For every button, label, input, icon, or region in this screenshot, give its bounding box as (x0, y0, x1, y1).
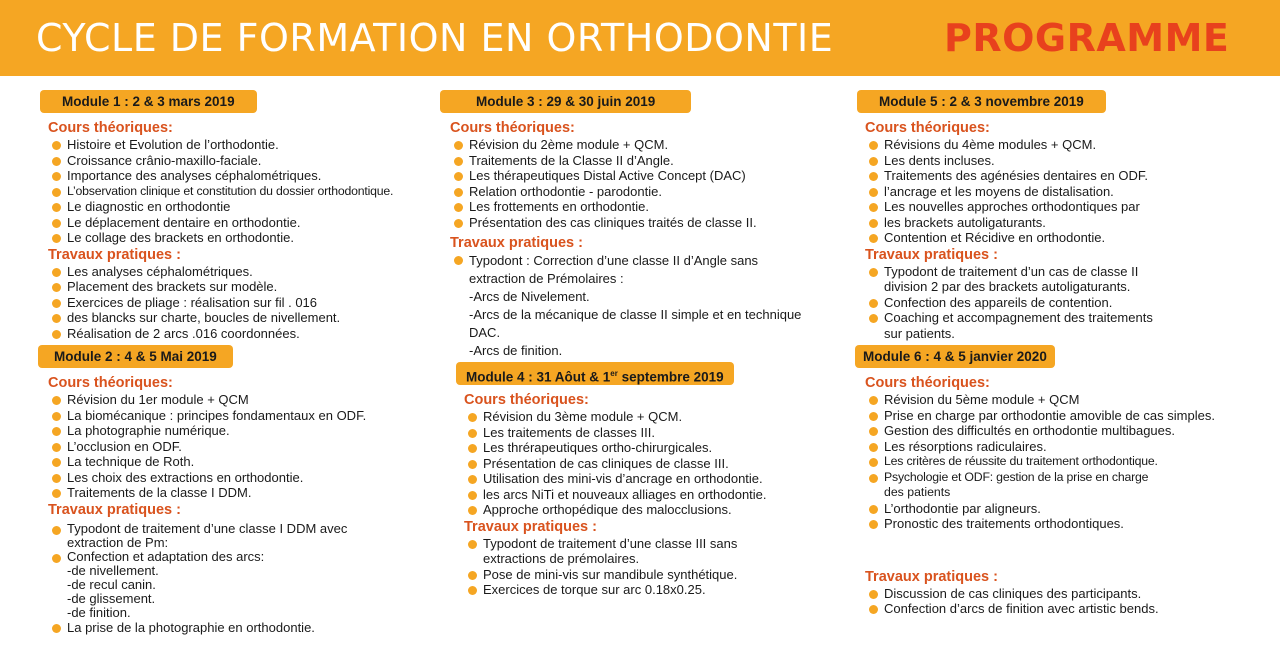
page-title: CYCLE DE FORMATION EN ORTHODONTIE (36, 16, 834, 60)
column-left (38, 90, 438, 635)
list-item: Utilisation des mini-vis d’ancrage en orthodontie. (468, 471, 850, 487)
list-item: Approche orthopédique des malocclusions. (468, 502, 850, 518)
list-item: Exercices de pliage : réalisation sur fil . 016 (52, 295, 438, 311)
list-item: Typodont : Correction d’une classe II d’Angle sans (454, 252, 850, 270)
list-item: Gestion des difficultés en orthodontie multibagues. (869, 423, 1275, 439)
module-3-theory-list (454, 137, 850, 230)
module-6-theory-list (869, 392, 1275, 532)
module-6-theory-title: Cours théoriques: (865, 375, 990, 391)
list-item: Typodont de traitement d’une classe III sans (468, 536, 850, 552)
module-1-theory-list (52, 137, 438, 246)
module-5-theory-list (869, 137, 1275, 246)
module-4-practice-list (468, 536, 850, 598)
list-item: Révision du 5ème module + QCM (869, 392, 1275, 408)
list-item: -de finition. (67, 604, 131, 620)
list-item: Réalisation de 2 arcs .016 coordonnées. (52, 326, 438, 342)
module-4-label: Module 4 : 31 Aôut & 1 (466, 369, 611, 385)
module-6-badge: Module 6 : 4 & 5 janvier 2020 (855, 345, 1055, 368)
list-item: Les thrérapeutiques ortho-chirurgicales. (468, 440, 850, 456)
list-item: des blancks sur charte, boucles de nivellement. (52, 310, 438, 326)
list-item: Discussion de cas cliniques des participants. (869, 586, 1275, 602)
list-item: Révisions du 4ème modules + QCM. (869, 137, 1275, 153)
list-item: L’orthodontie par aligneurs. (869, 501, 1275, 517)
list-item: Confection des appareils de contention. (869, 295, 1275, 311)
list-item: Typodont de traitement d’un cas de classe II (869, 264, 1275, 280)
module-3-theory-title: Cours théoriques: (450, 120, 575, 136)
module-2-theory-list (52, 392, 438, 501)
list-item: Contention et Récidive en orthodontie. (869, 230, 1275, 246)
list-item: les brackets autoligaturants. (869, 215, 1275, 231)
list-item: -Arcs de Nivelement. (469, 289, 590, 304)
module-6-practice-list (869, 586, 1275, 617)
list-item: Présentation de cas cliniques de classe III. (468, 456, 850, 472)
list-item: L’occlusion en ODF. (52, 439, 438, 455)
list-item: Coaching et accompagnement des traitements (869, 310, 1275, 326)
list-item: Révision du 2ème module + QCM. (454, 137, 850, 153)
module-5-practice-list (869, 264, 1275, 342)
list-item: La photographie numérique. (52, 423, 438, 439)
list-item: -de recul canin. (67, 576, 156, 592)
list-item: -Arcs de la mécanique de classe II simple et en technique (469, 307, 802, 322)
module-4-label-end: septembre 2019 (617, 369, 724, 385)
list-item: les arcs NiTi et nouveaux alliages en orthodontie. (468, 487, 850, 503)
list-item: Placement des brackets sur modèle. (52, 279, 438, 295)
module-3-practice-list (454, 252, 850, 360)
list-item: Les traitements de classes III. (468, 425, 850, 441)
module-1-practice-list (52, 264, 438, 342)
list-item: Exercices de torque sur arc 0.18x0.25. (468, 582, 850, 598)
list-item: division 2 par des brackets autoligaturants. (884, 279, 1131, 294)
module-5-badge: Module 5 : 2 & 3 novembre 2019 (857, 90, 1106, 113)
list-item: Les thérapeutiques Distal Active Concept (DAC) (454, 168, 850, 184)
page-subtitle: PROGRAMME (944, 16, 1230, 60)
module-3-practice-title: Travaux pratiques : (450, 235, 583, 251)
list-item: -Arcs de finition. (469, 343, 563, 358)
list-item: La biomécanique : principes fondamentaux en ODF. (52, 408, 438, 424)
list-item: -de nivellement. (67, 562, 159, 578)
module-2-practice-title: Travaux pratiques : (48, 501, 181, 518)
list-item: Confection d’arcs de finition avec artistic bends. (869, 601, 1275, 617)
header-bar (0, 0, 1280, 76)
list-item: Confection et adaptation des arcs: (52, 550, 438, 564)
list-item: Les dents incluses. (869, 153, 1275, 169)
module-4-practice-title: Travaux pratiques : (464, 518, 597, 535)
module-2-theory-title: Cours théoriques: (48, 375, 173, 391)
module-4-label-sup: er (610, 369, 618, 378)
list-item: Le collage des brackets en orthodontie. (52, 230, 438, 246)
list-item: Les résorptions radiculaires. (869, 439, 1275, 455)
list-item: extraction de Prémolaires : (469, 271, 624, 286)
column-middle (440, 90, 850, 598)
list-item: extraction de Pm: (67, 534, 169, 550)
list-item: Les critères de réussite du traitement orthodontique. (869, 454, 1275, 470)
list-item: -de glissement. (67, 590, 156, 606)
list-item: Présentation des cas cliniques traités de classe II. (454, 215, 850, 231)
module-2-badge: Module 2 : 4 & 5 Mai 2019 (38, 345, 233, 368)
list-item: Le diagnostic en orthodontie (52, 199, 438, 215)
list-item: La technique de Roth. (52, 454, 438, 470)
list-item: Les nouvelles approches orthodontiques par (869, 199, 1275, 215)
module-5-practice-title: Travaux pratiques : (865, 246, 998, 263)
list-item: Typodont de traitement d’une classe I DDM avec (52, 522, 438, 536)
module-4-theory-title: Cours théoriques: (464, 392, 589, 408)
module-2-practice-list (52, 522, 438, 635)
list-item: Les analyses céphalométriques. (52, 264, 438, 280)
list-item: DAC. (469, 325, 501, 340)
list-item: Croissance crânio-maxillo-faciale. (52, 153, 438, 169)
module-6-practice-title: Travaux pratiques : (865, 568, 998, 585)
list-item: Relation orthodontie - parodontie. (454, 184, 850, 200)
column-right (855, 90, 1275, 617)
list-item: Révision du 3ème module + QCM. (468, 409, 850, 425)
list-item: Psychologie et ODF: gestion de la prise en charge (869, 470, 1275, 486)
list-item: La prise de la photographie en orthodontie. (52, 620, 438, 635)
list-item: Les choix des extractions en orthodontie. (52, 470, 438, 486)
list-item: Traitements de la Classe II d’Angle. (454, 153, 850, 169)
list-item: Histoire et Evolution de l’orthodontie. (52, 137, 438, 153)
list-item: Importance des analyses céphalométriques. (52, 168, 438, 184)
list-item: Révision du 1er module + QCM (52, 392, 438, 408)
list-item: Prise en charge par orthodontie amovible de cas simples. (869, 408, 1275, 424)
list-item: Traitements des agénésies dentaires en ODF. (869, 168, 1275, 184)
list-item: Le déplacement dentaire en orthodontie. (52, 215, 438, 231)
module-4-badge (456, 362, 734, 385)
module-1-badge: Module 1 : 2 & 3 mars 2019 (40, 90, 257, 113)
module-4-theory-list (468, 409, 850, 518)
list-item: Pose de mini-vis sur mandibule synthétique. (468, 567, 850, 583)
list-item: l’ancrage et les moyens de distalisation. (869, 184, 1275, 200)
list-item: Pronostic des traitements orthodontiques. (869, 516, 1275, 532)
module-1-practice-title: Travaux pratiques : (48, 246, 181, 263)
module-3-badge: Module 3 : 29 & 30 juin 2019 (440, 90, 691, 113)
list-item: Les frottements en orthodontie. (454, 199, 850, 215)
list-item: extractions de prémolaires. (483, 551, 640, 566)
list-item: L’observation clinique et constitution du dossier orthodontique. (52, 184, 438, 200)
list-item: sur patients. (884, 325, 955, 341)
list-item: Traitements de la classe I DDM. (52, 485, 438, 501)
module-5-theory-title: Cours théoriques: (865, 120, 990, 136)
module-1-theory-title: Cours théoriques: (48, 120, 173, 136)
list-item: des patients (884, 485, 951, 499)
